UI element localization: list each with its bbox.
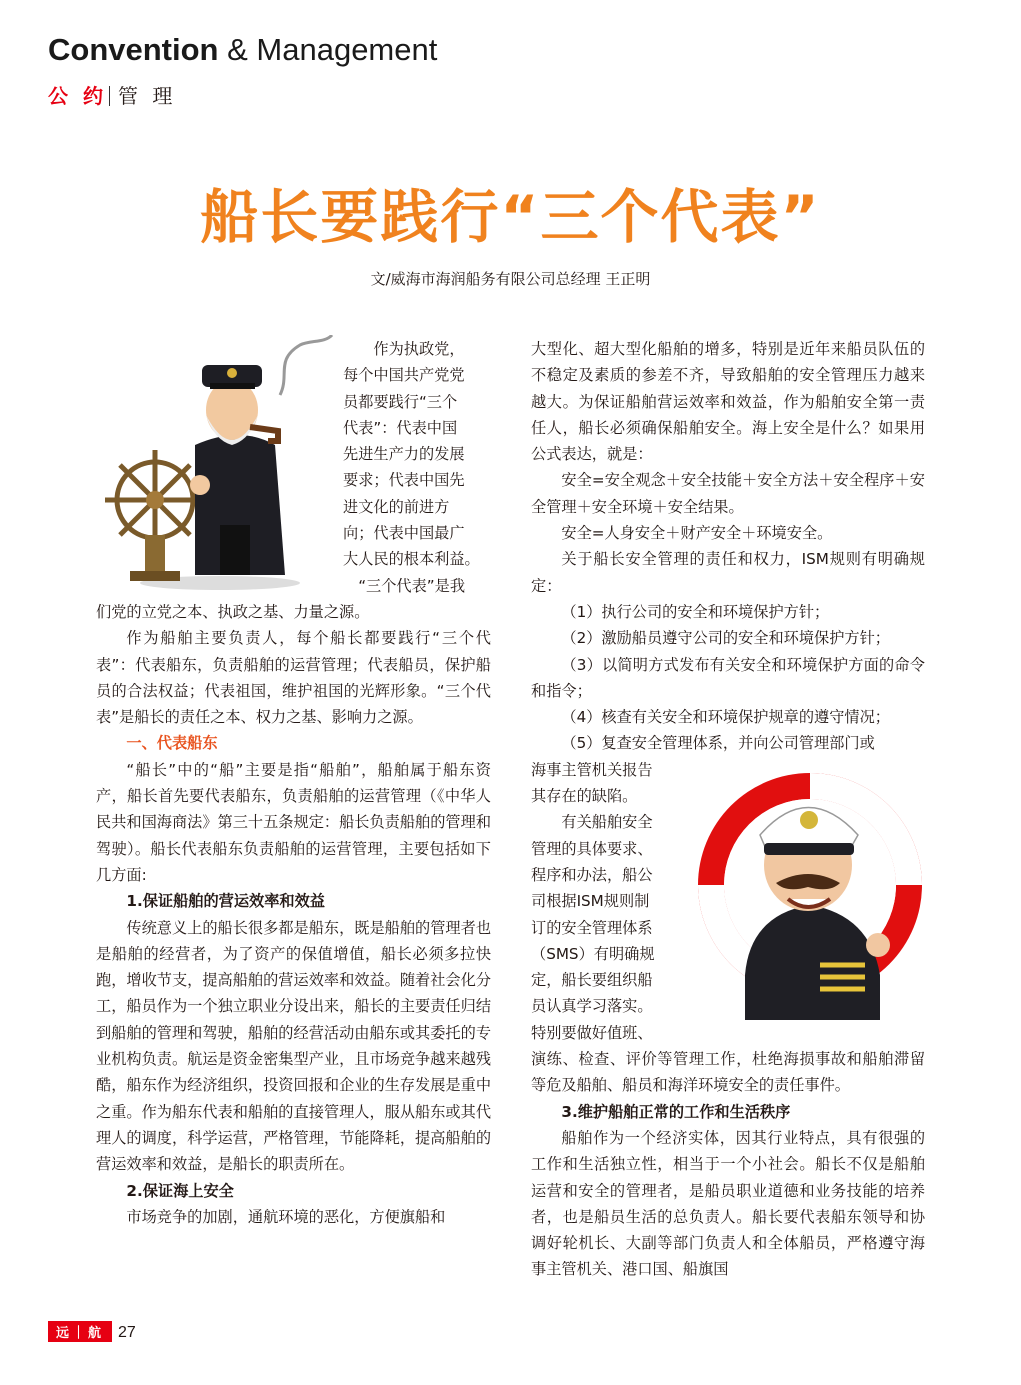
left-column [96, 336, 491, 1230]
subheading-2: 2.保证海上安全 [126, 1181, 234, 1200]
ism-list [531, 599, 925, 757]
left-p3: “船长”中的“船”主要是指“船舶”，船舶属于船东资产，船长首先要代表船东，负责船舶的运营管理（《中华人民共和国海商法》第三十五条规定：船长负责船舶的管理和驾驶）。船长代表船东负责船舶的运营管理，主要包括如下几方面: [96, 760, 491, 884]
narrow-line: （SMS）有明确规 [531, 944, 655, 963]
page-footer [48, 1321, 136, 1342]
page-number: 27 [118, 1324, 136, 1341]
intro-wrap-block [343, 336, 491, 599]
narrow-line: 定，船长要组织船 [531, 971, 653, 990]
ism-list-item: （4）核查有关安全和环境保护规章的遵守情况； [561, 708, 890, 727]
left-p4: 传统意义上的船长很多都是船东，既是船舶的管理者也是船舶的经营者，为了资产的保值增值，船长必须多拉快跑，增收节支，提高船舶的营运效率和效益。随着社会化分工，船员作为一个独立职业分设出来，船长的主要责任归结到船舶的管理和驾驶，船舶的经营活动由船东或其委托的专业机构负责。航运是资金密集型产业，且市场竞争越来越残酷，船东作为经济组织，投资回报和企业的生存发展是重中之重。作为船东代表和船舶的直接管理人，服从船东或其代理人的调度，科学运营，严格管理，节能降耗，提高船舶的营运效率和效益，是船长的职责所在。 [96, 918, 491, 1174]
header-chinese [48, 80, 176, 109]
right-column [531, 336, 925, 1283]
left-p2: 作为船舶主要负责人，每个船长都要践行“三个代表”：代表船东，负责船舶的运营管理；代表船员，保护船员的合法权益；代表祖国，维护祖国的光辉形象。“三个代表”是船长的责任之本、权力之基、影响力之源。 [96, 629, 491, 727]
intro-line: 每个中国共产党党 [343, 366, 465, 385]
narrow-line: 有关船舶安全 [561, 813, 653, 832]
formula-2: 安全=人身安全＋财产安全＋环境安全。 [561, 524, 833, 543]
right-p2: 关于船长安全管理的责任和权力，ISM规则有明确规定： [531, 550, 925, 595]
left-p5: 市场竞争的加剧，通航环境的恶化，方便旗船和 [126, 1207, 446, 1226]
header-en-rest: & Management [218, 32, 438, 67]
intro-line: 要求；代表中国先 [343, 471, 465, 490]
intro-line: 代表”：代表中国 [343, 418, 458, 437]
right-p1: 大型化、超大型化船舶的增多，特别是近年来船员队伍的不稳定及素质的参差不齐，导致船舶的安全管理压力越来越大。为保证船舶营运效率和效益，作为船舶安全第一责任人，船长必须确保船舶安全。海上安全是什么？如果用公式表达，就是： [531, 340, 925, 464]
narrow-line: 程序和办法，船公 [531, 865, 653, 884]
narrow-line: 特别要做好值班、 [531, 1023, 653, 1042]
subheading-1: 1.保证船舶的营运效率和效益 [126, 892, 325, 911]
magazine-tag: 远｜航 [48, 1321, 112, 1342]
narrow-line: 其存在的缺陷。 [531, 787, 638, 806]
right-p4: 船舶作为一个经济实体，因其行业特点，具有很强的工作和生活独立性，相当于一个小社会。船长不仅是船舶运营和安全的管理者，是船员职业道德和业务技能的培养者，也是船员生活的总负责人。船长要代表船东领导和协调好轮机长、大副等部门负责人和全体船员，严格遵守海事主管机关、港口国、船旗国 [531, 1128, 925, 1279]
header-cn-rest: 管 理 [117, 84, 177, 108]
narrow-line: 订的安全管理体系 [531, 918, 653, 937]
intro-line: 进文化的前进方 [343, 497, 450, 516]
ism-list-item: （5）复查安全管理体系，并向公司管理部门或 [561, 734, 875, 753]
narrow-line: 海事主管机关报告 [531, 760, 653, 779]
narrow-block-a [531, 757, 671, 810]
intro-line: “三个代表”是我 [358, 576, 466, 595]
narrow-block-b [531, 809, 671, 1046]
narrow-line: 司根据ISM规则制 [531, 892, 650, 911]
intro-line: 作为执政党， [373, 340, 465, 358]
intro-line: 先进生产力的发展 [343, 445, 465, 464]
formula-1: 安全=安全观念＋安全技能＋安全方法＋安全程序＋安全管理＋安全环境＋安全结果。 [531, 471, 925, 516]
header-divider [109, 86, 110, 106]
right-p3-tail: 演练、检查、评价等管理工作，杜绝海损事故和船舶滞留等危及船舶、船员和海洋环境安全的责任事件。 [531, 1050, 925, 1095]
byline: 文/威海市海润船务有限公司总经理 王正明 [370, 270, 651, 288]
narrow-line: 管理的具体要求、 [531, 839, 653, 858]
subheading-3: 3.维护船舶正常的工作和生活秩序 [561, 1102, 791, 1121]
left-p1-tail: 们党的立党之本、执政之基、力量之源。 [96, 602, 370, 621]
article-title: 船长要践行“三个代表” [200, 183, 821, 251]
header-en-bold: Convention [48, 32, 219, 67]
intro-line: 向；代表中国最广 [343, 524, 465, 543]
ism-list-item: （3）以简明方式发布有关安全和环境保护方面的命令和指令； [531, 655, 925, 700]
intro-line: 员都要践行“三个 [343, 392, 458, 411]
ism-list-item: （1）执行公司的安全和环境保护方针； [561, 602, 830, 621]
header-cn-red: 公 约 [48, 84, 107, 108]
header-english [48, 32, 437, 68]
section-heading-1: 一、代表船东 [126, 734, 218, 753]
intro-line: 大人民的根本利益。 [343, 550, 480, 569]
ism-list-item: （2）激励船员遵守公司的安全和环境保护方针； [561, 629, 890, 648]
narrow-line: 员认真学习落实。 [531, 997, 653, 1016]
